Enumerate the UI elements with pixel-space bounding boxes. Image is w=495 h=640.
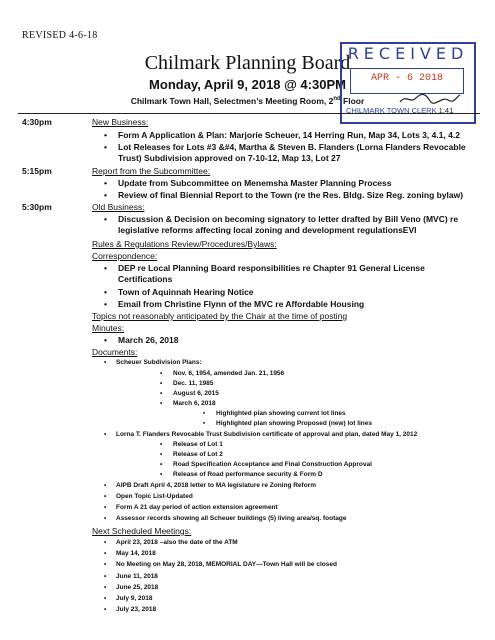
section-rules: Rules & Regulations Review/Procedures/Bylaws: (92, 239, 277, 249)
meeting-date-text: May 14, 2018 (116, 550, 156, 557)
agenda-item (104, 178, 474, 189)
section-topics: Topics not reasonably anticipated by the Chair at the time of posting (92, 311, 348, 321)
time-slot-3: 5:30pm (22, 202, 52, 212)
bullet-icon: • (104, 335, 107, 345)
bullet-icon: • (104, 178, 107, 188)
document-item-text: AIPB Draft April 4, 2018 letter to MA legislature re Zoning Reform (116, 482, 316, 489)
stamp-time: 1:41 (438, 106, 454, 115)
bullet-icon: • (104, 515, 107, 522)
section-correspondence: Correspondence: (92, 251, 158, 261)
time-slot-2: 5:15pm (22, 166, 52, 176)
stamp-clerk-label: CHILMARK TOWN CLERK (346, 106, 437, 115)
bullet-icon: • (104, 482, 107, 489)
document-subitem (160, 451, 223, 458)
agenda-item-text: Email from Christine Flynn of the MVC re Affordable Housing (118, 299, 365, 309)
bullet-icon: • (104, 561, 107, 568)
bullet-icon: • (104, 595, 107, 602)
section-next-meetings: Next Scheduled Meetings: (92, 526, 192, 536)
document-subitem-text: August 6, 2015 (173, 390, 219, 397)
meeting-date-text: July 9, 2018 (116, 595, 153, 602)
agenda-item-text: Town of Aquinnah Hearing Notice (118, 287, 254, 297)
meeting-date-text: June 11, 2018 (116, 573, 158, 580)
document-item (104, 431, 417, 438)
meeting-date-item (104, 584, 158, 591)
bullet-icon: • (104, 299, 107, 309)
bullet-icon: • (104, 539, 107, 546)
document-subitem (160, 400, 216, 407)
meeting-date-item (104, 539, 238, 546)
section-minutes: Minutes: (92, 323, 125, 333)
agenda-item-text: March 26, 2018 (118, 335, 179, 345)
bullet-icon: • (104, 584, 107, 591)
agenda-item-text: Form A Application & Plan: Marjorie Scheuer, 14 Herring Run, Map 34, Lots 3, 4.1, 4.2 (118, 130, 460, 140)
meeting-date-text: April 23, 2018 –also the date of the ATM (116, 539, 238, 546)
document-item-text: Assessor records showing all Scheuer buildings (5) living area/sq. footage (116, 515, 347, 522)
document-subitem-text: Road Specification Acceptance and Final Construction Approval (173, 461, 372, 468)
agenda-item-text: Discussion & Decision on becoming signatory to letter drafted by Bill Veno (MVC) re legislative reforms affecting local zoning and development regulationsEVI (118, 214, 459, 235)
document-item-text: Open Topic List-Updated (116, 493, 193, 500)
bullet-icon: • (104, 142, 107, 152)
agenda-item (104, 263, 474, 285)
section-old-business: Old Business: (92, 202, 145, 212)
meeting-date-text: No Meeting on May 28, 2018, MEMORIAL DAY—Town Hall will be closed (116, 561, 337, 568)
document-subitem (160, 441, 223, 448)
document-subitem-text: Nov. 6, 1954, amended Jan. 21, 1956 (173, 370, 285, 377)
agenda-item (104, 287, 474, 298)
meeting-date-text: June 25, 2018 (116, 584, 159, 591)
document-item (104, 504, 278, 511)
document-subsubitem (203, 410, 346, 417)
bullet-icon: • (104, 550, 107, 557)
document-subsubitem-text: Highlighted plan showing current lot lines (216, 410, 346, 417)
bullet-icon: • (104, 287, 107, 297)
document-item (104, 515, 346, 522)
agenda-item-text: DEP re Local Planning Board responsibilities re Chapter 91 General License Certifications (118, 263, 425, 284)
bullet-icon: • (160, 400, 163, 407)
agenda-item (104, 190, 474, 201)
bullet-icon: • (104, 214, 107, 224)
document-subsubitem (203, 420, 372, 427)
bullet-icon: • (160, 471, 163, 478)
bullet-icon: • (104, 504, 107, 511)
location-superscript: nd (333, 96, 341, 103)
document-item-text: Scheuer Subdivision Plans: (116, 359, 202, 366)
stamp-received-label: RECEIVED (347, 44, 469, 63)
meeting-date: Monday, April 9, 2018 @ 4:30PM (149, 77, 346, 92)
location-text: Chilmark Town Hall, Selectmen’s Meeting Room, 2 (130, 96, 334, 106)
agenda-item (104, 214, 474, 236)
bullet-icon: • (160, 441, 163, 448)
meeting-date-text: July 23, 2018 (116, 606, 157, 613)
meeting-date-item (104, 595, 153, 602)
agenda-item-text: Update from Subcommittee on Menemsha Master Planning Process (118, 178, 392, 188)
document-item (104, 493, 193, 500)
bullet-icon: • (160, 370, 163, 377)
bullet-icon: • (160, 451, 163, 458)
bullet-icon: • (160, 390, 163, 397)
document-subitem (160, 380, 213, 387)
bullet-icon: • (104, 493, 107, 500)
bullet-icon: • (104, 431, 107, 438)
document-item-text: Form A 21 day period of action extension agreement (116, 504, 278, 511)
section-report: Report from the Subcommittee: (92, 166, 211, 176)
document-subitem (160, 370, 284, 377)
bullet-icon: • (104, 190, 107, 200)
agenda-item (104, 142, 474, 164)
page-title: Chilmark Planning Board (144, 52, 351, 74)
bullet-icon: • (104, 573, 107, 580)
meeting-date-item (104, 561, 337, 568)
document-subitem-text: Release of Lot 1 (173, 441, 223, 448)
document-subitem-text: Dec. 11, 1985 (173, 380, 214, 387)
location-floor: Floor (340, 96, 365, 106)
bullet-icon: • (104, 606, 107, 613)
header-divider (18, 113, 480, 114)
time-slot-1: 4:30pm (22, 117, 52, 127)
signature-icon (398, 92, 462, 106)
square-bullet-icon: ▪ (203, 420, 206, 427)
document-subsubitem-text: Highlighted plan showing Proposed (new) lot lines (216, 420, 372, 427)
agenda-item (104, 335, 474, 346)
bullet-icon: • (160, 380, 163, 387)
document-subitem-text: March 6, 2018 (173, 400, 216, 407)
document-item (104, 359, 202, 366)
section-documents: Documents: (92, 347, 138, 357)
document-item (104, 482, 316, 489)
agenda-item (104, 130, 474, 141)
document-subitem-text: Release of Lot 2 (173, 451, 223, 458)
received-stamp (340, 42, 476, 124)
agenda-item-text: Review of final Biennial Report to the Town (re the Res. Bldg. Size Reg. zoning bylaw) (118, 190, 464, 200)
meeting-date-item (104, 606, 156, 613)
document-item-text: Lorna T. Flanders Revocable Trust Subdivision certificate of approval and plan, dated May 1, 2012 (116, 431, 418, 438)
stamp-date: APR - 6 2018 (370, 73, 443, 84)
square-bullet-icon: ▪ (203, 410, 206, 417)
agenda-item (104, 299, 474, 310)
meeting-date-item (104, 550, 156, 557)
agenda-item-text: Lot Releases for Lots #3 &#4, Martha & Steven B. Flanders (Lorna Flanders Revocable Trust) Subdivision approved on 7-10-12, Map 13, Lot 27 (118, 142, 466, 163)
revised-note: REVISED 4-6-18 (22, 30, 98, 41)
document-subitem (160, 390, 219, 397)
bullet-icon: • (160, 461, 163, 468)
document-subitem (160, 461, 372, 468)
bullet-icon: • (104, 263, 107, 273)
meeting-date-item (104, 573, 158, 580)
section-new-business: New Business: (92, 117, 149, 127)
document-subitem (160, 471, 323, 478)
document-subitem-text: Release of Road performance security & Form D (173, 471, 323, 478)
bullet-icon: • (104, 359, 107, 366)
bullet-icon: • (104, 130, 107, 140)
stamp-date-box (350, 68, 464, 94)
